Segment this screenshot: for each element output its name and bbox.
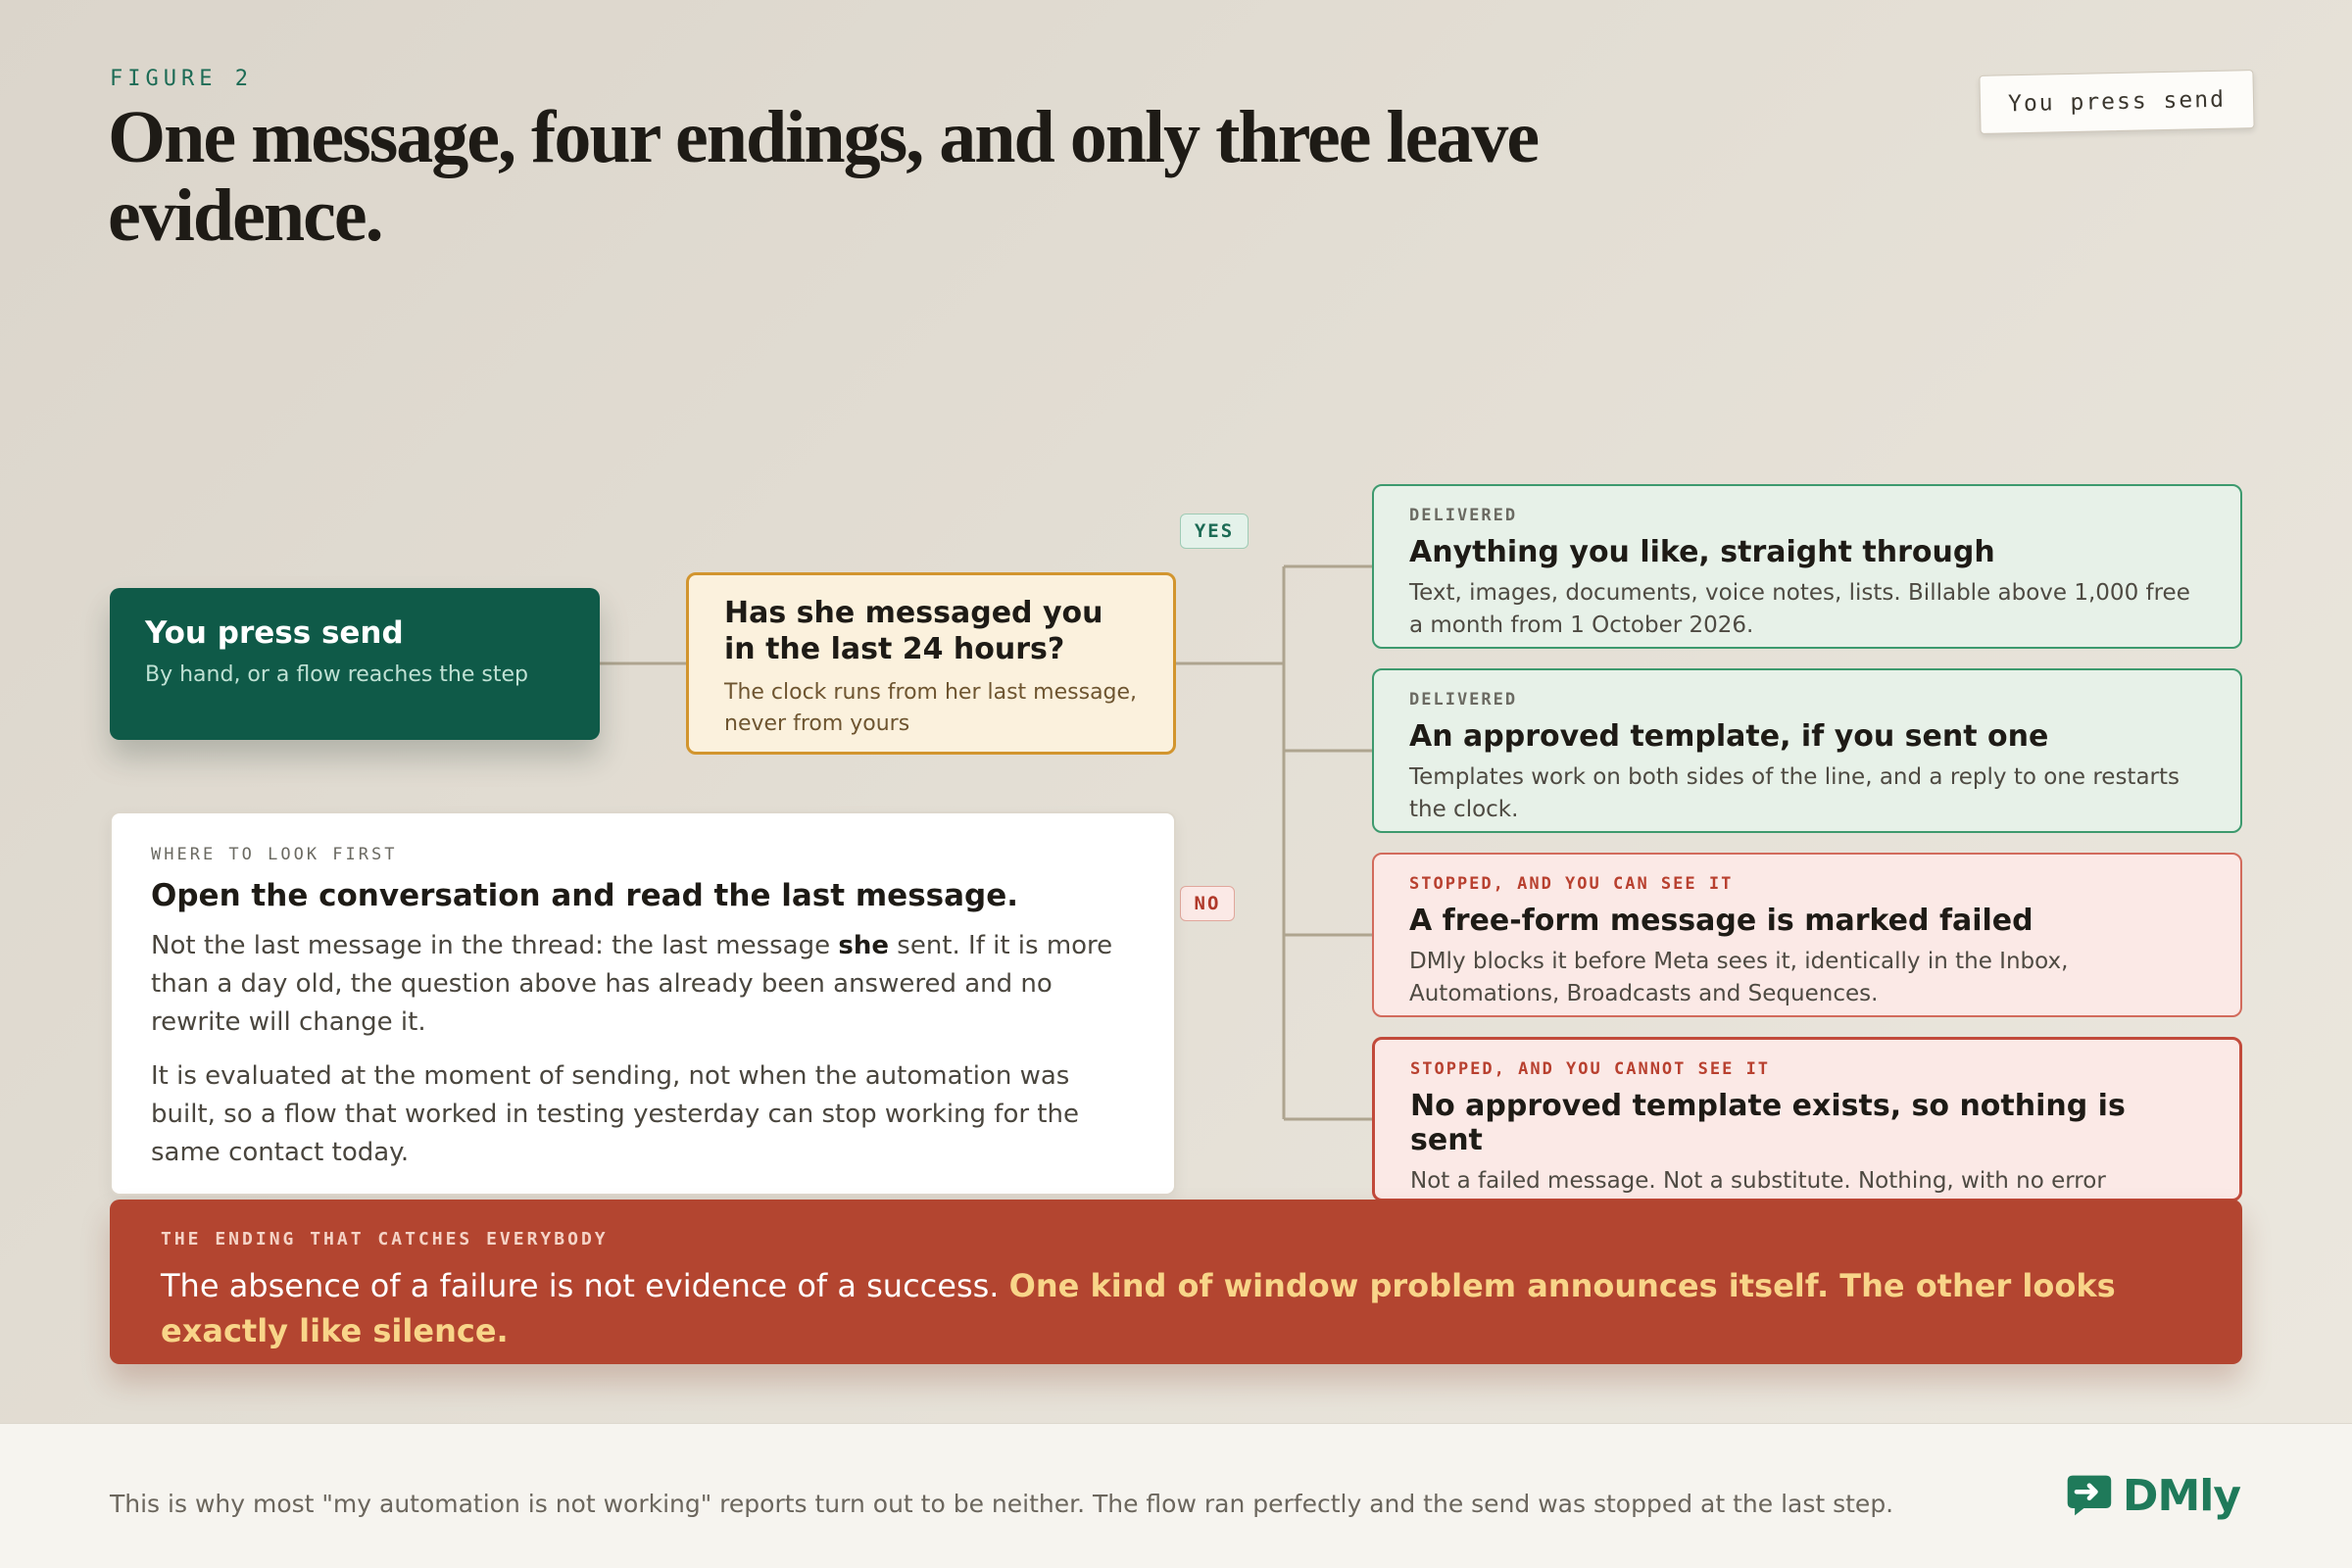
outcome-card-delivered-anything [1372,484,2242,649]
outcome-card-stopped-visible [1372,853,2242,1017]
decision-node [686,572,1176,755]
look-p1-emphasis: she [838,931,890,960]
outcome-card-delivered-template [1372,668,2242,833]
look-p1-after: sent. If it is more than a day old, the question above has already been answered and no rewrite will change it. [151,931,1113,1037]
branch-yes-label: YES [1180,514,1249,549]
look-kicker: WHERE TO LOOK FIRST [151,845,398,864]
brand-wordmark: DMly [2122,1470,2240,1521]
outcome-kicker: STOPPED, AND YOU CAN SEE IT [1409,874,1734,894]
outcome-title: No approved template exists, so nothing is sent [1410,1089,2126,1157]
outcome-kicker: STOPPED, AND YOU CANNOT SEE IT [1410,1059,1771,1079]
look-paragraph-2: It is evaluated at the moment of sending, not when the automation was built, so a flow that worked in testing yesterday can stop working for the same contact today. [151,1061,1079,1167]
look-p1-before: Not the last message in the thread: the last message [151,931,839,960]
start-node-subtitle: By hand, or a flow reaches the step [145,662,528,687]
decision-node-subtitle: The clock runs from her last message, never from yours [724,680,1138,736]
page-title: One message, four endings, and only three leave evidence. [108,96,1539,257]
outcome-title: An approved template, if you sent one [1409,719,2049,754]
warning-banner [110,1200,2242,1364]
look-paragraph-1 [151,927,1135,1042]
outcome-body: DMly blocks it before Meta sees it, identically in the Inbox, Automations, Broadcasts and Sequences. [1409,949,2069,1006]
figure-label: FIGURE 2 [110,67,253,91]
banner-text [161,1263,2191,1353]
outcome-card-stopped-invisible [1372,1037,2242,1201]
brand-logo [2064,1466,2240,1525]
chat-arrow-icon [2064,1470,2115,1521]
outcome-body: Not a failed message. Not a substitute. Nothing, with no error [1410,1168,2106,1194]
banner-kicker: THE ENDING THAT CATCHES EVERYBODY [161,1229,609,1250]
start-node [110,588,600,740]
outcome-body: Text, images, documents, voice notes, lists. Billable above 1,000 free a month from 1 October 2026. [1409,580,2190,638]
look-title: Open the conversation and read the last message. [151,878,1019,913]
banner-statement: The absence of a failure is not evidence of a success. [161,1267,1009,1304]
title-tag-chip: You press send [1979,70,2254,134]
decision-node-title: Has she messaged you in the last 24 hours? [724,596,1103,666]
outcome-kicker: DELIVERED [1409,690,1518,710]
outcome-kicker: DELIVERED [1409,506,1518,525]
where-to-look-card [110,811,1176,1196]
outcome-body: Templates work on both sides of the line, and a reply to one restarts the clock. [1409,764,2180,822]
outcome-title: Anything you like, straight through [1409,535,1995,569]
banner-highlight: One kind of window problem announces itself. The other looks exactly like silence. [161,1267,2116,1349]
branch-no-label: NO [1180,886,1235,921]
start-node-title: You press send [145,615,404,651]
outcome-title: A free-form message is marked failed [1409,904,2034,938]
footer-note: This is why most "my automation is not working" reports turn out to be neither. The flow ran perfectly and the send was stopped at the last step. [110,1490,1894,1518]
